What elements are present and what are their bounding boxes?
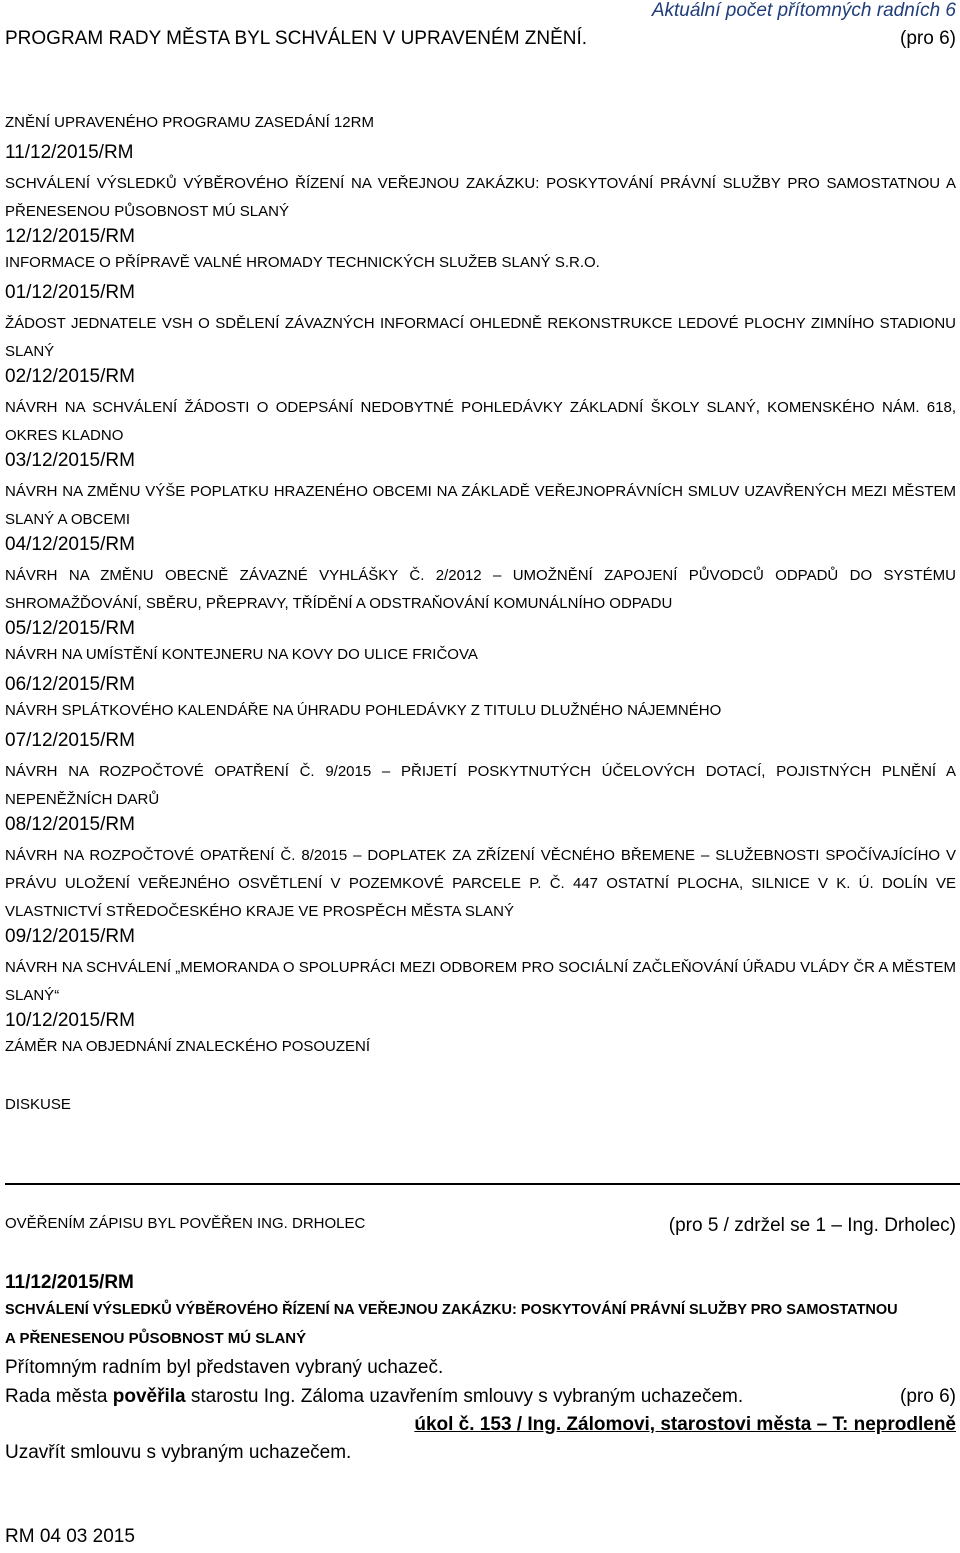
program-item-title: INFORMACE O PŘÍPRAVĚ VALNÉ HROMADY TECHNICKÝCH SLUŽEB SLANÝ S.R.O. xyxy=(5,254,600,271)
program-vote: (pro 6) xyxy=(900,28,956,49)
program-item-number: 04/12/2015/RM xyxy=(5,534,135,555)
verification-vote: (pro 5 / zdržel se 1 – Ing. Drholec) xyxy=(668,1215,956,1236)
program-item-number: 12/12/2015/RM xyxy=(5,226,135,247)
program-item-number: 05/12/2015/RM xyxy=(5,618,135,639)
program-item-number: 11/12/2015/RM xyxy=(5,142,134,163)
program-item-title: NÁVRH NA SCHVÁLENÍ „MEMORANDA O SPOLUPRÁCI MEZI ODBOREM PRO SOCIÁLNÍ ZAČLEŇOVÁNÍ ÚŘADU VLÁDY ČR A MĚSTEM SLANÝ“ xyxy=(5,959,956,1004)
program-item-title: NÁVRH NA UMÍSTĚNÍ KONTEJNERU NA KOVY DO ULICE FRIČOVA xyxy=(5,646,478,663)
program-item-title: NÁVRH NA SCHVÁLENÍ ŽÁDOSTI O ODEPSÁNÍ NEDOBYTNÉ POHLEDÁVKY ZÁKLADNÍ ŠKOLY SLANÝ, KOMENSKÉHO NÁM. 618, OKRES KLADNO xyxy=(5,399,956,444)
section-divider xyxy=(5,1183,960,1185)
decision-verb: pověřila xyxy=(112,1386,186,1407)
program-item-number: 02/12/2015/RM xyxy=(5,366,135,387)
program-item-number: 10/12/2015/RM xyxy=(5,1010,135,1031)
program-item-number: 08/12/2015/RM xyxy=(5,814,135,835)
program-item-number: 06/12/2015/RM xyxy=(5,674,135,695)
decision-prefix: Rada města xyxy=(5,1386,108,1407)
program-item-title: ZÁMĚR NA OBJEDNÁNÍ ZNALECKÉHO POSOUZENÍ xyxy=(5,1038,371,1055)
program-item-title: NÁVRH NA ROZPOČTOVÉ OPATŘENÍ Č. 9/2015 – PŘIJETÍ POSKYTNUTÝCH ÚČELOVÝCH DOTACÍ, POJISTNÝCH PLNĚNÍ A NEPENĚŽNÍCH DARŮ xyxy=(5,763,956,808)
program-item-number: 01/12/2015/RM xyxy=(5,282,135,303)
discussion-heading: DISKUSE xyxy=(5,1096,71,1113)
task-line: úkol č. 153 / Ing. Zálomovi, starostovi města – T: neprodleně xyxy=(414,1414,956,1435)
program-item-title: NÁVRH SPLÁTKOVÉHO KALENDÁŘE NA ÚHRADU POHLEDÁVKY Z TITULU DLUŽNÉHO NÁJEMNÉHO xyxy=(5,702,722,719)
program-item-number: 03/12/2015/RM xyxy=(5,450,135,471)
page-code: RM 04 03 2015 xyxy=(5,1526,135,1547)
attendance-label: Aktuální počet přítomných radních 6 xyxy=(651,0,956,21)
program-item-number: 07/12/2015/RM xyxy=(5,730,135,751)
resolution-info: Přítomným radním byl představen vybraný uchazeč. xyxy=(5,1357,444,1378)
resolution-title-line2: A PŘENESENOU PŮSOBNOST MÚ SLANÝ xyxy=(5,1330,307,1347)
decision-rest: starostu Ing. Záloma uzavřením smlouvy s vybraným uchazečem. xyxy=(190,1386,744,1407)
program-item-title: ŽÁDOST JEDNATELE VSH O SDĚLENÍ ZÁVAZNÝCH INFORMACÍ OHLEDNĚ REKONSTRUKCE LEDOVÉ PLOCHY ZIMNÍHO STADIONU SLANÝ xyxy=(5,315,956,360)
program-item-title: NÁVRH NA ROZPOČTOVÉ OPATŘENÍ Č. 8/2015 – DOPLATEK ZA ZŘÍZENÍ VĚCNÉHO BŘEMENE – SLUŽEBNOSTI SPOČÍVAJÍCÍHO V PRÁVU ULOŽENÍ VEŘEJNÉHO OSVĚTLENÍ V POZEMKOVÉ PARCELE P. Č. 447 OSTATNÍ PLOCHA, SILNICE V K. Ú. DOLÍN VE VLASTNICTVÍ STŘEDOČESKÉHO KRAJE VE PROSPĚCH MĚSTA SLANÝ xyxy=(5,847,956,920)
resolution-number: 11/12/2015/RM xyxy=(5,1272,134,1293)
program-item-title: NÁVRH NA ZMĚNU VÝŠE POPLATKU HRAZENÉHO OBCEMI NA ZÁKLADĚ VEŘEJNOPRÁVNÍCH SMLUV UZAVŘENÝCH MEZI MĚSTEM SLANÝ A OBCEMI xyxy=(5,483,956,528)
resolution-title-line1: SCHVÁLENÍ VÝSLEDKŮ VÝBĚROVÉHO ŘÍZENÍ NA VEŘEJNOU ZAKÁZKU: POSKYTOVÁNÍ PRÁVNÍ SLUŽBY PRO SAMOSTATNOU xyxy=(5,1302,898,1318)
resolution-decision xyxy=(5,1386,743,1408)
program-item-title: SCHVÁLENÍ VÝSLEDKŮ VÝBĚROVÉHO ŘÍZENÍ NA VEŘEJNOU ZAKÁZKU: POSKYTOVÁNÍ PRÁVNÍ SLUŽBY PRO SAMOSTATNOU A PŘENESENOU PŮSOBNOST MÚ SLANÝ xyxy=(5,175,956,220)
program-heading: ZNĚNÍ UPRAVENÉHO PROGRAMU ZASEDÁNÍ 12RM xyxy=(5,114,374,131)
program-approved-text: PROGRAM RADY MĚSTA BYL SCHVÁLEN V UPRAVENÉM ZNĚNÍ. xyxy=(5,28,588,49)
verification-text: OVĚŘENÍM ZÁPISU BYL POVĚŘEN ING. DRHOLEC xyxy=(5,1215,366,1232)
decision-vote: (pro 6) xyxy=(900,1386,956,1407)
task-text: Uzavřít smlouvu s vybraným uchazečem. xyxy=(5,1442,352,1463)
program-item-number: 09/12/2015/RM xyxy=(5,926,135,947)
program-item-title: NÁVRH NA ZMĚNU OBECNĚ ZÁVAZNÉ VYHLÁŠKY Č. 2/2012 – UMOŽNĚNÍ ZAPOJENÍ PŮVODCŮ ODPADŮ DO SYSTÉMU SHROMAŽĎOVÁNÍ, SBĚRU, PŘEPRAVY, TŘÍDĚNÍ A ODSTRAŇOVÁNÍ KOMUNÁLNÍHO ODPADU xyxy=(5,567,956,612)
